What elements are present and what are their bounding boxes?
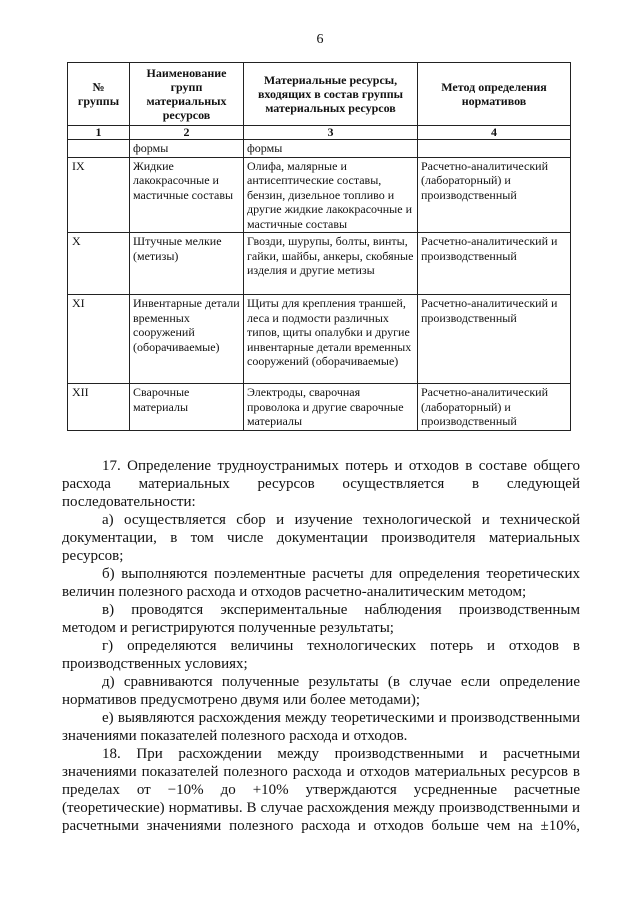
header-group-name: Наименование групп материальных ресурсов (130, 63, 244, 126)
cell-group-number: IX (68, 157, 130, 233)
cell-group-name: формы (130, 140, 244, 158)
header-resources: Материальные ресурсы, входящих в состав группы материальных ресурсов (244, 63, 418, 126)
cell-group-number: XI (68, 295, 130, 384)
list-item-g: г) определяются величины технологических потерь и отходов в производственных условиях; (62, 638, 580, 672)
list-item-a: а) осуществляется сбор и изучение технологической и технической документации, в том числе документации производителя материальных ресурсов; (62, 512, 580, 564)
cell-group-name: Штучные мелкие (метизы) (130, 233, 244, 295)
list-item-e: е) выявляются расхождения между теоретическими и производственными значениями показателей полезного расхода и отходов. (62, 710, 580, 744)
table-row (68, 295, 571, 384)
body-text (62, 457, 580, 835)
list-item-d: д) сравниваются полученные результаты (в случае если определение нормативов предусмотрено двумя или более методами); (62, 674, 580, 708)
cell-group-number (68, 140, 130, 158)
header-group-number: № группы (68, 63, 130, 126)
column-number: 2 (130, 126, 244, 140)
cell-group-name: Сварочные материалы (130, 384, 244, 431)
list-item-b: б) выполняются поэлементные расчеты для определения теоретических величин полезного расхода и отходов расчетно-аналитическим методом; (62, 566, 580, 600)
column-number: 1 (68, 126, 130, 140)
table-row (68, 233, 571, 295)
cell-group-number: XII (68, 384, 130, 431)
norms-table (67, 62, 571, 431)
cell-resources: Щиты для крепления траншей, леса и подмости различных типов, щиты опалубки и другие инвентарные детали временных сооружений (оборачиваемые) (244, 295, 418, 384)
paragraph-18: 18. При расхождении между производственными и расчетными значениями показателей полезного расхода и отходов материальных ресурсов в пределах от −10% до +10% утверждаются усредненные расчетные (теоретические) нормативы. В случае расхождения между производственными и расчетными значениями полезного расхода и отходов больше чем на ±10%, (62, 746, 580, 834)
cell-resources: Гвозди, шурупы, болты, винты, гайки, шайбы, анкеры, скобяные изделия и другие метизы (244, 233, 418, 295)
cell-method (418, 140, 571, 158)
cell-resources: Электроды, сварочная проволока и другие сварочные материалы (244, 384, 418, 431)
list-item-v: в) проводятся экспериментальные наблюдения производственным методом и регистрируются полученные результаты; (62, 602, 580, 636)
cell-resources: формы (244, 140, 418, 158)
paragraph-17: 17. Определение трудноустранимых потерь и отходов в составе общего расхода материальных ресурсов осуществляется в следующей последовательности: (62, 458, 580, 510)
cell-method: Расчетно-аналитический (лабораторный) и производственный (418, 157, 571, 233)
table-row (68, 384, 571, 431)
table-row (68, 157, 571, 233)
column-number-row (68, 126, 571, 140)
cell-group-name: Инвентарные детали временных сооружений (оборачиваемые) (130, 295, 244, 384)
table-row (68, 140, 571, 158)
header-method: Метод определения нормативов (418, 63, 571, 126)
page-number: 6 (316, 32, 324, 47)
cell-resources: Олифа, малярные и антисептические составы, бензин, дизельное топливо и другие жидкие лакокрасочные и мастичные составы (244, 157, 418, 233)
cell-method: Расчетно-аналитический (лабораторный) и производственный (418, 384, 571, 431)
column-number: 3 (244, 126, 418, 140)
cell-group-number: X (68, 233, 130, 295)
column-number: 4 (418, 126, 571, 140)
cell-method: Расчетно-аналитический и производственный (418, 233, 571, 295)
table-header-row (68, 63, 571, 126)
cell-method: Расчетно-аналитический и производственный (418, 295, 571, 384)
cell-group-name: Жидкие лакокрасочные и мастичные составы (130, 157, 244, 233)
